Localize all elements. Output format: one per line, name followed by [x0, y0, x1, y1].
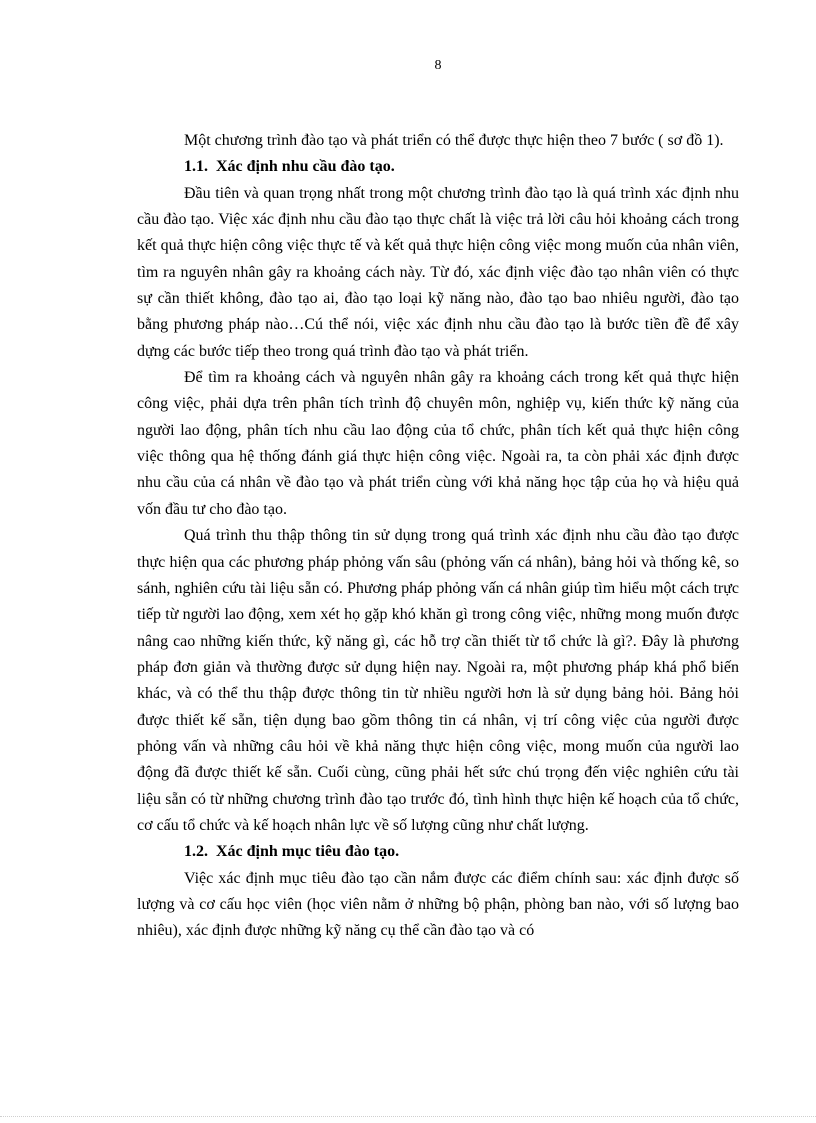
section-title: Xác định nhu cầu đào tạo. [216, 158, 395, 176]
intro-paragraph: Một chương trình đào tạo và phát triển có thể được thực hiện theo 7 bước ( sơ đồ 1). [184, 132, 724, 149]
page-bottom-border [0, 1116, 816, 1117]
body-paragraph: Để tìm ra khoảng cách và nguyên nhân gây ra khoảng cách trong kết quả thực hiện công việc, phải dựa trên phân tích trình độ chuyên môn, nghiệp vụ, kiến thức kỹ năng của người lao động, phân tích nhu cầu lao động của tổ chức, phân tích kết quả thực hiện công việc thông qua hệ thống đánh giá thực hiện công việc. Ngoài ra, ta còn phải xác định được nhu cầu của cá nhân về đào tạo và phát triển cùng với khả năng học tập của họ và hiệu quả vốn đầu tư cho đào tạo. [137, 369, 739, 518]
section-number: 1.2. [184, 843, 208, 861]
body-paragraph: Việc xác định mục tiêu đào tạo cần nắm được các điểm chính sau: xác định được số lượng và cơ cấu học viên (học viên nằm ở những bộ phận, phòng ban nào, với số lượng bao nhiêu), xác định được những kỹ năng cụ thể cần đào tạo và có [137, 869, 739, 940]
section-number: 1.1. [184, 158, 208, 176]
body-paragraph: Đầu tiên và quan trọng nhất trong một chương trình đào tạo là quá trình xác định nhu cầu đào tạo. Việc xác định nhu cầu đào tạo thực chất là việc trả lời câu hỏi khoảng cách trong kết quả thực hiện công việc thực tế và kết quả thực hiện công việc mong muốn của nhân viên, tìm ra nguyên nhân gây ra khoảng cách này. Từ đó, xác định việc đào tạo nhân viên có thực sự cần thiết không, đào tạo ai, đào tạo loại kỹ năng nào, đào tạo bao nhiêu người, đào tạo bằng phương pháp nào…Cú thể nói, việc xác định nhu cầu đào tạo là bước tiền đề để xây dựng các bước tiếp theo trong quá trình đào tạo và phát triển. [137, 184, 739, 360]
body-paragraph: Quá trình thu thập thông tin sử dụng trong quá trình xác định nhu cầu đào tạo được thực hiện qua các phương pháp phỏng vấn sâu (phỏng vấn cá nhân), bảng hỏi và thống kê, so sánh, nghiên cứu tài liệu sẵn có. Phương pháp phỏng vấn cá nhân giúp tìm hiểu một cách trực tiếp từ người lao động, xem xét họ gặp khó khăn gì trong công việc, những mong muốn được nâng cao những kiến thức, kỹ năng gì, các hỗ trợ cần thiết từ tổ chức là gì?. Đây là phương pháp đơn giản và thường được sử dụng hiện nay. Ngoài ra, một phương pháp khá phổ biến khác, và có thể thu thập được thông tin từ nhiều người hơn là sử dụng bảng hỏi. Bảng hỏi được thiết kế sẵn, tiện dụng bao gồm thông tin cá nhân, vị trí công việc của người được phỏng vấn và những câu hỏi về khả năng thực hiện công việc, mong muốn của người lao động đã được thiết kế sẵn. Cuối cùng, cũng phải hết sức chú trọng đến việc nghiên cứu tài liệu sẵn có từ những chương trình đào tạo trước đó, tình hình thực hiện kế hoạch của tổ chức, cơ cấu tổ chức và kế hoạch nhân lực về số lượng cũng như chất lượng. [137, 527, 739, 834]
section-heading-1-2 [137, 839, 739, 865]
section-heading-1-1 [137, 154, 739, 180]
page-content [137, 128, 739, 945]
page-number: 8 [434, 58, 442, 73]
section-title: Xác định mục tiêu đào tạo. [216, 843, 400, 861]
